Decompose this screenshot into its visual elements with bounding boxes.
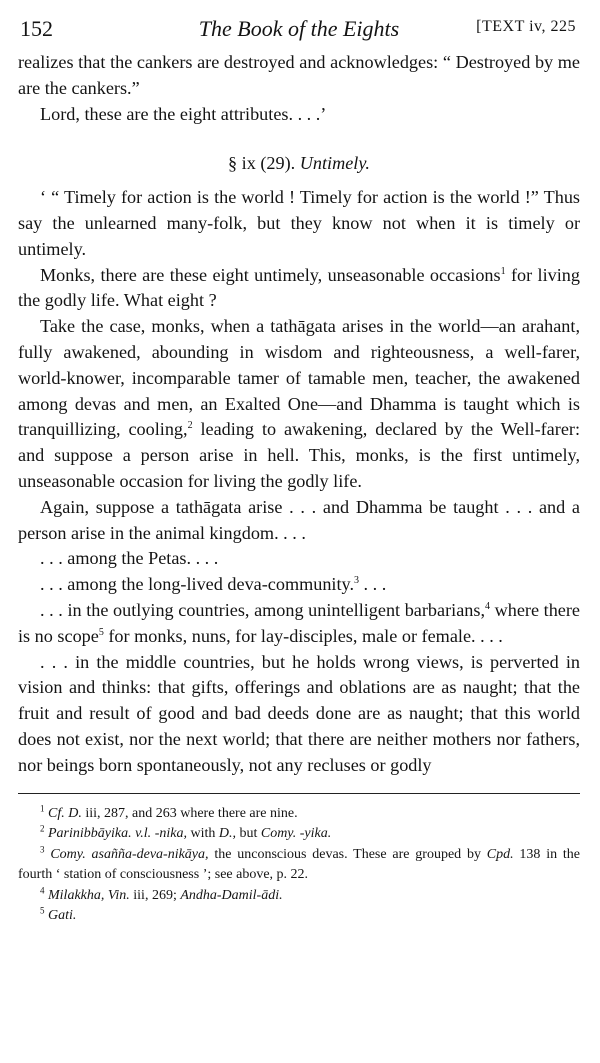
text-span: . . . among the long-lived deva-community. [40, 574, 354, 595]
text-span: -nika, [154, 826, 187, 842]
page-number: 152 [20, 16, 53, 41]
footnote-mark: 3 [40, 843, 45, 854]
footnote-mark: 1 [40, 802, 45, 813]
text-span: Cf. D. [48, 805, 82, 821]
paragraph-deva-community [18, 572, 580, 598]
section-title: Untimely. [299, 153, 370, 174]
footnote-3 [18, 845, 580, 886]
text-span: where there is no scope [18, 599, 581, 646]
text-span: Comy. -yika. [260, 826, 332, 842]
text-span: Monks, there are these eight untimely, unseasonable occasions [40, 264, 501, 285]
footnote-ref-2: 2 [187, 420, 193, 432]
paragraph-tathagata [18, 314, 580, 495]
text-span: . . . [359, 574, 387, 595]
text-span: Andha-Damil-ādi. [180, 887, 283, 903]
text-span: the unconscious devas. These are grouped by [208, 846, 487, 862]
footnote-1 [18, 804, 580, 825]
paragraph-eight-occasions [18, 263, 580, 315]
paragraph-outlying-countries [18, 598, 580, 650]
section-number: § ix (29). [228, 153, 296, 174]
text-span: Gati. [48, 908, 77, 924]
text-span: v.l. [135, 826, 152, 842]
footnote-2 [18, 824, 580, 845]
text-span: for monks, nuns, for lay-disciples, male or female. . . . [103, 625, 503, 646]
footnote-ref-5: 5 [98, 626, 104, 638]
running-title: The Book of the Eights [198, 16, 400, 41]
text-span: leading to awakening, declared by the Well-farer: and suppose a person arise in hell. This, monks, is the first untimely, unseasonable occasion for living the godly life. [18, 419, 580, 491]
text-span: 138 in the fourth ‘ station of consciousness ’; see above, p. 22. [18, 846, 581, 883]
text-span: D., [218, 826, 236, 842]
text-span: Milakkha, [48, 887, 105, 903]
paragraph-attributes-close: Lord, these are the eight attributes. . . .’ [40, 103, 327, 124]
text-span: with [186, 826, 219, 842]
paragraph-animal-kingdom: Again, suppose a tathāgata arise . . . and Dhamma be taught . . . and a person arise in the animal kingdom. . . . [18, 496, 580, 543]
text-span: Take the case, monks, when a tathāgata arises in the world—an arahant, fully awakened, abounding in wisdom and righteousness, a well-farer, world-knower, incomparable tamer of tamable men, teacher, the awakened among devas and men, an Exalted One—and Dhamma is taught which is tranquillizing, cooling, [18, 316, 580, 440]
text-reference: [TEXT iv, 225 [476, 18, 576, 35]
text-span: iii, 269; [129, 887, 181, 903]
main-text [18, 50, 580, 779]
text-span: but [235, 826, 261, 842]
running-header [18, 10, 580, 50]
footnote-4 [18, 886, 580, 907]
paragraph-continued: realizes that the cankers are destroyed and acknowledges: “ Destroyed by me are the cankers.” [18, 52, 580, 98]
text-span: for living the godly life. What eight ? [18, 264, 580, 311]
footnote-ref-1: 1 [500, 265, 506, 277]
footnote-5 [18, 906, 580, 927]
footnote-mark: 4 [40, 884, 45, 895]
section-heading [18, 151, 580, 177]
footnotes [18, 804, 580, 927]
text-span: iii, 287, and 263 where there are nine. [81, 805, 298, 821]
footnote-mark: 2 [40, 823, 45, 834]
text-span: Parinibbāyika. [48, 826, 132, 842]
text-span: Vin. [107, 887, 130, 903]
text-span: . . . in the outlying countries, among unintelligent barbarians, [40, 599, 486, 620]
footnote-mark: 5 [40, 905, 45, 916]
paragraph-timely: ‘ “ Timely for action is the world ! Timely for action is the world !” Thus say the unlearned many-folk, but they know not when it is timely or untimely. [18, 187, 580, 259]
footnote-ref-3: 3 [354, 575, 359, 587]
text-span: Comy. asañña-deva-nikāya, [50, 846, 209, 862]
text-span: Cpd. [486, 846, 514, 862]
paragraph-petas: . . . among the Petas. . . . [40, 548, 219, 569]
footnote-divider [18, 793, 580, 794]
footnote-ref-4: 4 [485, 600, 491, 612]
paragraph-middle-countries: . . . in the middle countries, but he holds wrong views, is perverted in vision and thinks: that gifts, offerings and oblations are as naught; that the fruit and result of good and bad deeds done are as naught; that this world does not exist, nor the next world; that there are neither mothers nor fathers, nor beings born spontaneously, not any recluses or godly [18, 651, 580, 775]
